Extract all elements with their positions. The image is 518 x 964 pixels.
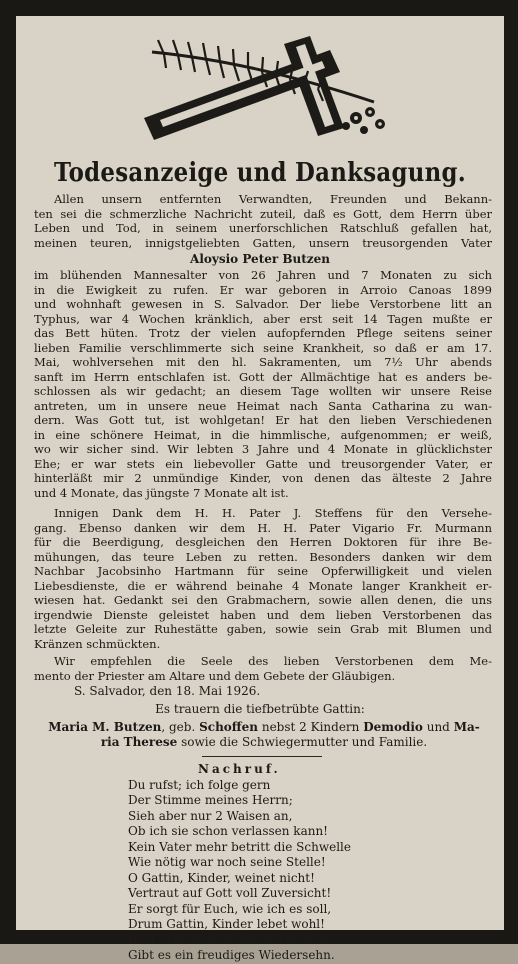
poem-line: Vertraut auf Gott voll Zuversicht!	[128, 886, 332, 900]
poem-line: Der Stimme meines Herrn;	[128, 793, 293, 807]
thanks-line: Kränzen schmückten.	[34, 636, 161, 651]
thanks-paragraph	[34, 506, 492, 651]
family-text: sowie die Schwiegermutter und Familie.	[177, 735, 428, 749]
body-line: in eine schönere Heimat, in die himmlische, aufgenommen; er weiß,	[34, 427, 492, 442]
thanks-line: für die Beerdigung, desgleichen den Herren Doktoren für ihre Be-	[34, 535, 492, 549]
child-name: ria Therese	[100, 735, 178, 749]
body-line: hinterläßt mir 2 unmündige Kinder, von denen das älteste 2 Jahre	[34, 471, 492, 485]
poem-line: Drum Gattin, Kinder lebet wohl!	[128, 917, 325, 931]
mourning-line: Es trauern die tiefbetrübte Gattin:	[155, 702, 365, 716]
body-line: wo wir sicher sind. Wir lebten 3 Jahre und 4 Monate in glücklichster	[34, 442, 492, 456]
memento-paragraph	[34, 654, 492, 683]
body-line: Typhus, war 4 Wochen kränklich, aber erst seit 14 Tagen mußte er	[34, 311, 492, 326]
body-line: Ehe; er war stets ein liebevoller Gatte und treusorgender Vater, er	[34, 456, 492, 471]
body-line: schlossen als wir gedacht; an diesem Tage wollten wir unsere Reise	[34, 384, 492, 398]
intro-line: ten sei die schmerzliche Nachricht zuteil, daß es Gott, dem Herrn über	[34, 206, 492, 221]
thanks-line: wiesen hat. Gedankt sei den Grabmachern, sowie allen denen, die uns	[34, 593, 492, 607]
family-line	[38, 720, 490, 734]
intro-line: meinen teuren, innigstgeliebten Gatten, unsern treusorgenden Vater	[34, 235, 492, 250]
body-line: und 4 Monate, das jüngste 7 Monate alt ist.	[34, 485, 289, 500]
memento-line: mento der Priester am Altare und dem Gebete der Gläubigen.	[34, 668, 396, 683]
intro-paragraph	[34, 192, 492, 250]
poem-line: Kein Vater mehr betritt die Schwelle	[128, 839, 351, 854]
deceased-name: Aloysio Peter Butzen	[190, 252, 330, 266]
poem-line: Du rufst; ich folge gern	[128, 777, 271, 792]
thanks-line: Nachbar Jacobsinho Hartmann für seine Opferwilligkeit und vielen	[34, 564, 492, 578]
family-text: nebst 2 Kindern	[258, 720, 364, 734]
family-text: , geb.	[161, 720, 200, 734]
maiden-name: Schoffen	[199, 720, 259, 734]
body-line: sanft im Herrn entschlafen ist. Gott der Allmächtige hat es anders be-	[34, 369, 492, 384]
thanks-line: letzte Geleite zur Ruhestätte gaben, sowie sein Grab mit Blumen und	[34, 622, 492, 636]
poem	[128, 762, 351, 964]
body-paragraph	[34, 268, 492, 500]
poem-line: Er sorgt für Euch, wie ich es soll,	[128, 901, 332, 916]
divider	[202, 756, 322, 757]
body-line: lieben Familie verschlimmerte sich seine Krankheit, so daß er am 17.	[34, 340, 492, 355]
body-line: und wohnhaft gewesen in S. Salvador. Der liebe Verstorbene litt an	[34, 297, 492, 311]
thanks-line: Innigen Dank dem H. H. Pater J. Steffens für den Versehe-	[54, 506, 492, 520]
intro-line: Leben und Tod, in seinem unerforschlichen Ratschluß gefallen hat,	[34, 221, 492, 235]
thanks-line: Liebesdienste, die er während beinahe 4 Monate langer Krankheit er-	[34, 578, 492, 593]
poem-line: Wie nötig war noch seine Stelle!	[128, 855, 326, 869]
thanks-line: irgendwie Dienste geleistet haben und dem lieben Verstorbenen das	[34, 607, 492, 622]
body-line: das Bett hüten. Trotz der vielen aufopfernden Pflege seitens seiner	[34, 326, 492, 340]
body-line: im blühenden Mannesalter von 26 Jahren und 7 Monaten zu sich	[34, 268, 492, 282]
poem-line: Dort oben in den Himmelshöhen	[128, 932, 327, 947]
intro-line: Allen unsern entfernten Verwandten, Freunden und Bekann-	[54, 192, 492, 206]
thanks-line: mühungen, das teure Leben zu retten. Besonders danken wir dem	[34, 549, 492, 564]
memento-line: Wir empfehlen die Seele des lieben Verstorbenen dem Me-	[54, 654, 492, 668]
poem-line: O Gattin, Kinder, weinet nicht!	[128, 870, 315, 885]
family-text: und	[422, 720, 454, 734]
family-line	[38, 735, 490, 749]
poem-line: Sieh aber nur 2 Waisen an,	[128, 808, 293, 823]
cross-with-palm-frond-icon	[134, 32, 396, 150]
poem-title: Nachruf.	[198, 762, 281, 776]
thanks-line: gang. Ebenso danken wir dem H. H. Pater Vigario Fr. Murmann	[34, 520, 492, 535]
child-name: Demodio	[363, 720, 423, 734]
poem-line: Gibt es ein freudiges Wiedersehn.	[128, 948, 335, 962]
body-line: Mai, wohlversehen mit den hl. Sakramenten, um 7½ Uhr abends	[34, 355, 492, 369]
body-line: in die Ewigkeit zu rufen. Er war geboren in Arroio Canoas 1899	[34, 282, 492, 297]
child-name: Ma-	[453, 720, 480, 734]
widow-name: Maria M. Butzen	[48, 720, 162, 734]
notice-paper	[16, 16, 504, 962]
poem-line: Ob ich sie schon verlassen kann!	[128, 824, 328, 838]
body-line: antreten, um in unsere neue Heimat nach Santa Catharina zu wan-	[34, 398, 492, 413]
body-line: dern. Was Gott tut, ist wohlgetan! Er hat den lieben Verschiedenen	[34, 413, 492, 427]
place-and-date: S. Salvador, den 18. Mai 1926.	[74, 684, 261, 698]
notice-heading: Todesanzeige und Danksagung.	[53, 158, 467, 188]
